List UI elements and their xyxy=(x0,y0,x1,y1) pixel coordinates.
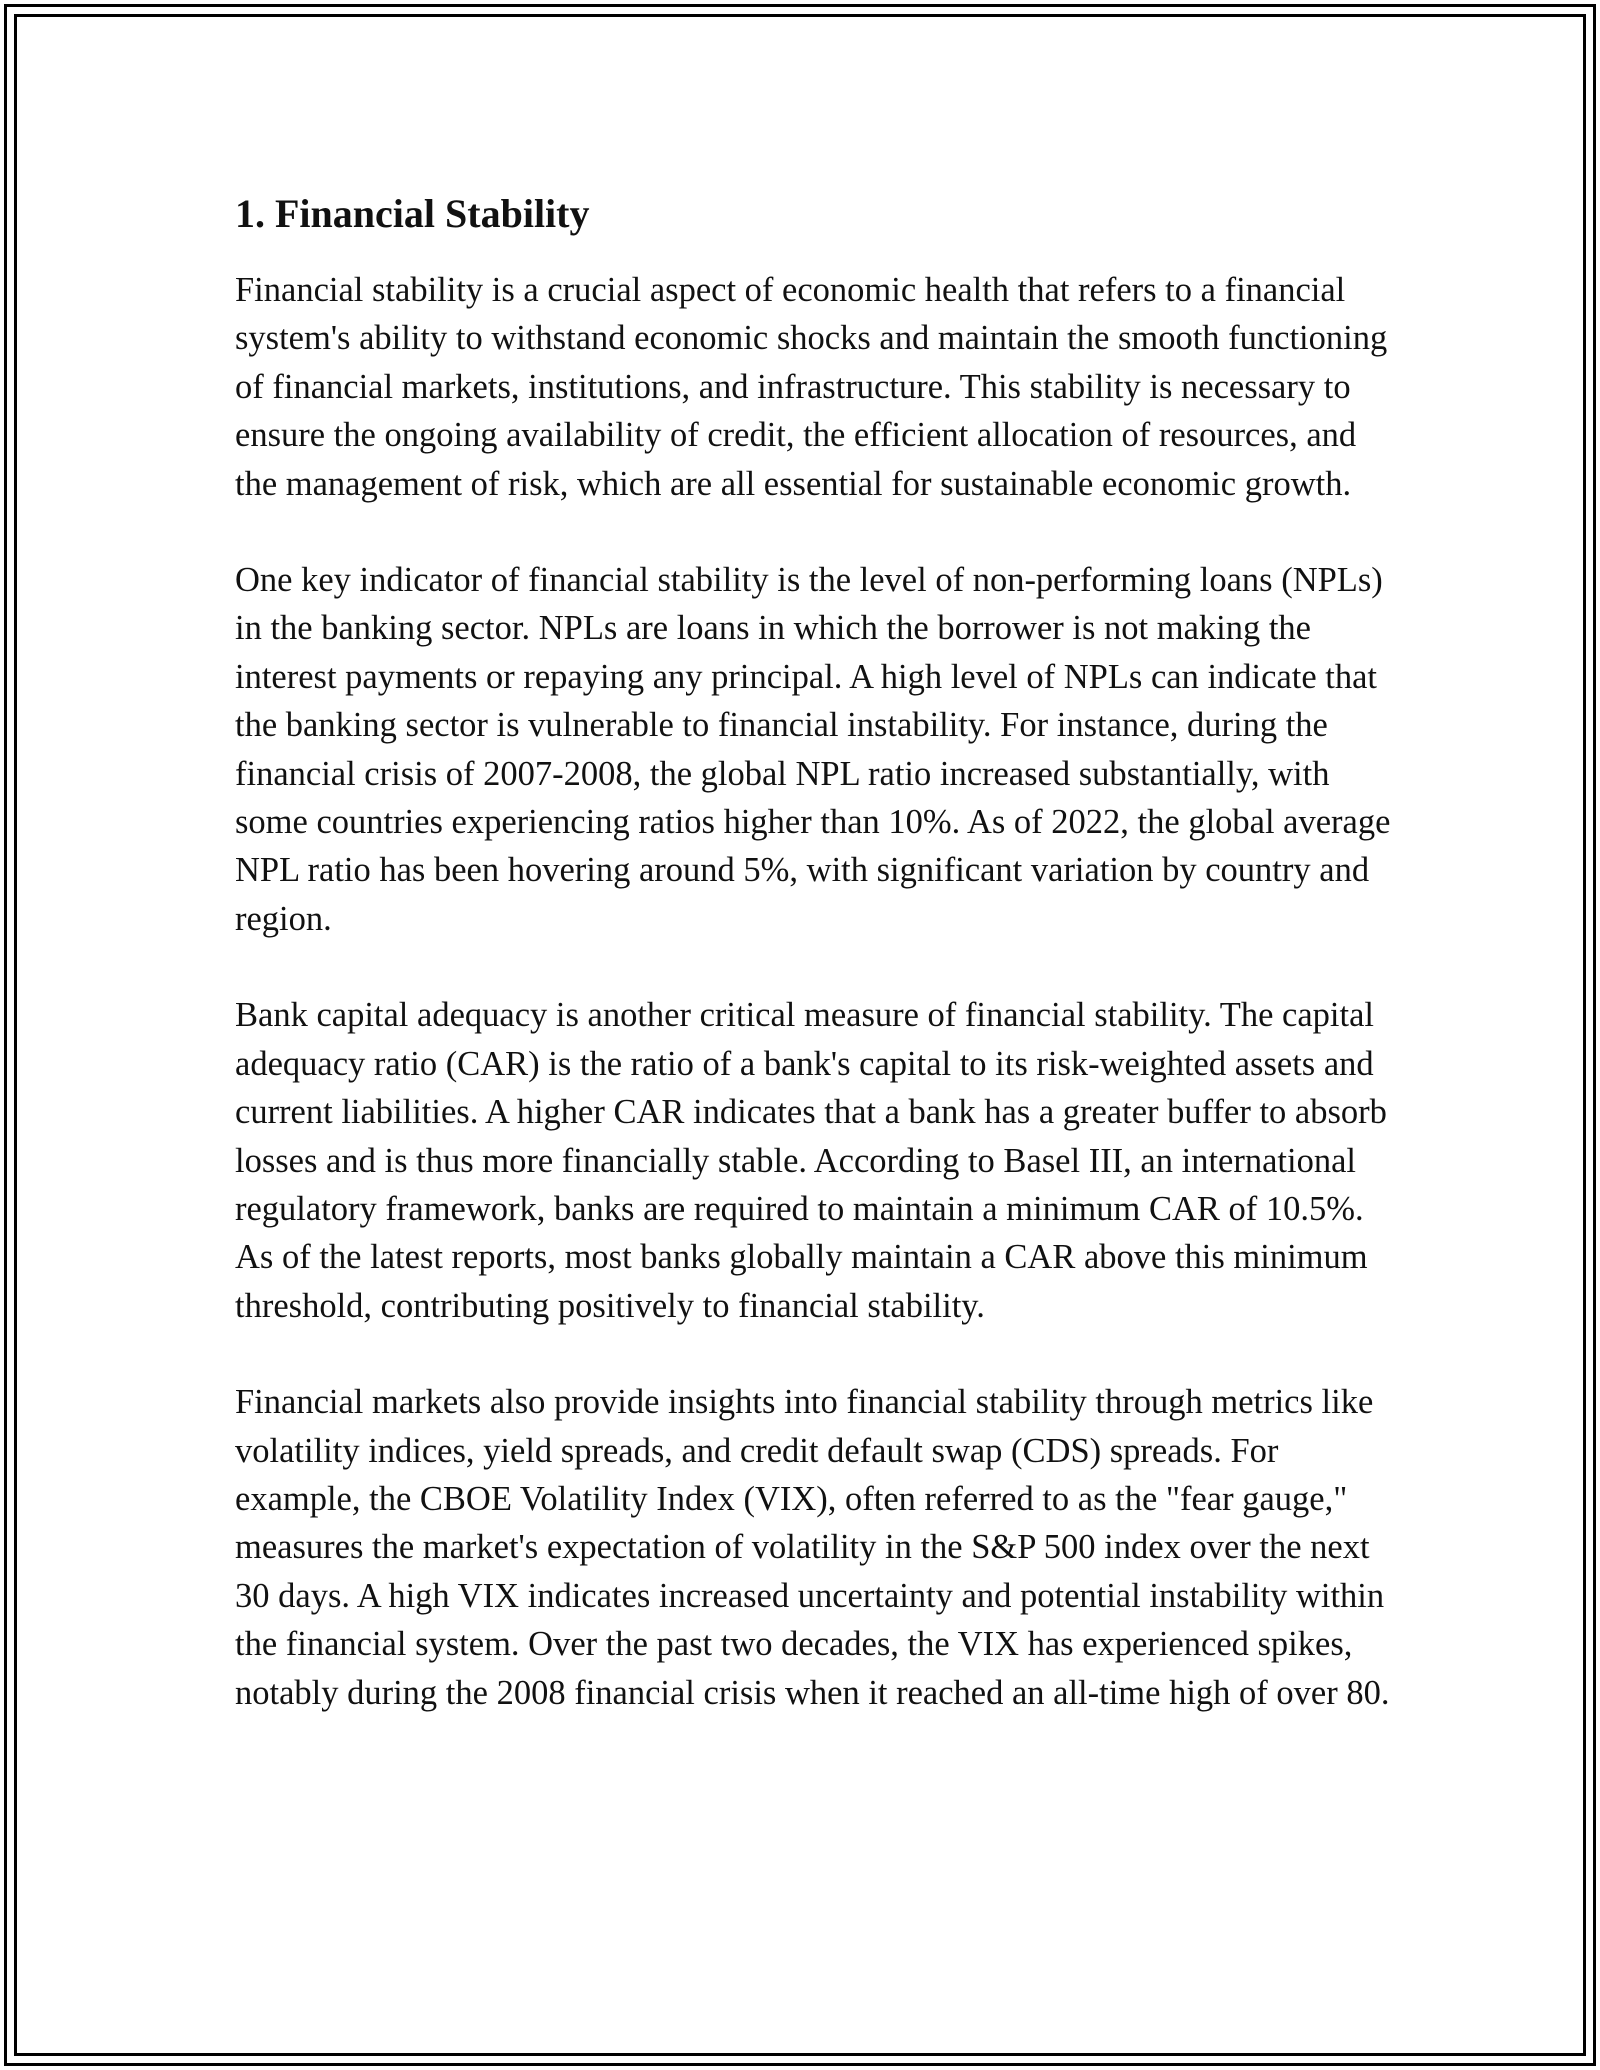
section-heading: 1. Financial Stability xyxy=(235,191,590,236)
document-body xyxy=(235,182,1395,1765)
paragraph-financial-markets: Financial markets also provide insights into financial stability through metrics like volatility indices, yield spreads, and credit default swap (CDS) spreads. For example, the CBOE Volatility Index (VIX), often referred to as the "fear gauge," measures the market's expectation of volatility in the S&P 500 index over the next 30 days. A high VIX indicates increased uncertainty and potential instability within the financial system. Over the past two decades, the VIX has experienced spikes, notably during the 2008 financial crisis when it reached an all-time high of over 80. xyxy=(235,1383,1390,1712)
paragraph-financial-stability-intro: Financial stability is a crucial aspect of economic health that refers to a financial system's ability to withstand economic shocks and maintain the smooth functioning of financial markets, institutions, and infrastructure. This stability is necessary to ensure the ongoing availability of credit, the efficient allocation of resources, and the management of risk, which are all essential for sustainable economic growth. xyxy=(235,271,1388,503)
paragraph-non-performing-loans: One key indicator of financial stability is the level of non-performing loans (NPLs) in the banking sector. NPLs are loans in which the borrower is not making the interest payments or repaying any principal. A high level of NPLs can indicate that the banking sector is vulnerable to financial instability. For instance, during the financial crisis of 2007-2008, the global NPL ratio increased substantially, with some countries experiencing ratios higher than 10%. As of 2022, the global average NPL ratio has been hovering around 5%, with significant variation by country and region. xyxy=(235,561,1391,938)
paragraph-capital-adequacy: Bank capital adequacy is another critical measure of financial stability. The capital adequacy ratio (CAR) is the ratio of a bank's capital to its risk-weighted assets and current liabilities. A higher CAR indicates that a bank has a greater buffer to absorb losses and is thus more financially stable. According to Basel III, an international regulatory framework, banks are required to maintain a minimum CAR of 10.5%. As of the latest reports, most banks globally maintain a CAR above this minimum threshold, contributing positively to financial stability. xyxy=(235,996,1387,1325)
